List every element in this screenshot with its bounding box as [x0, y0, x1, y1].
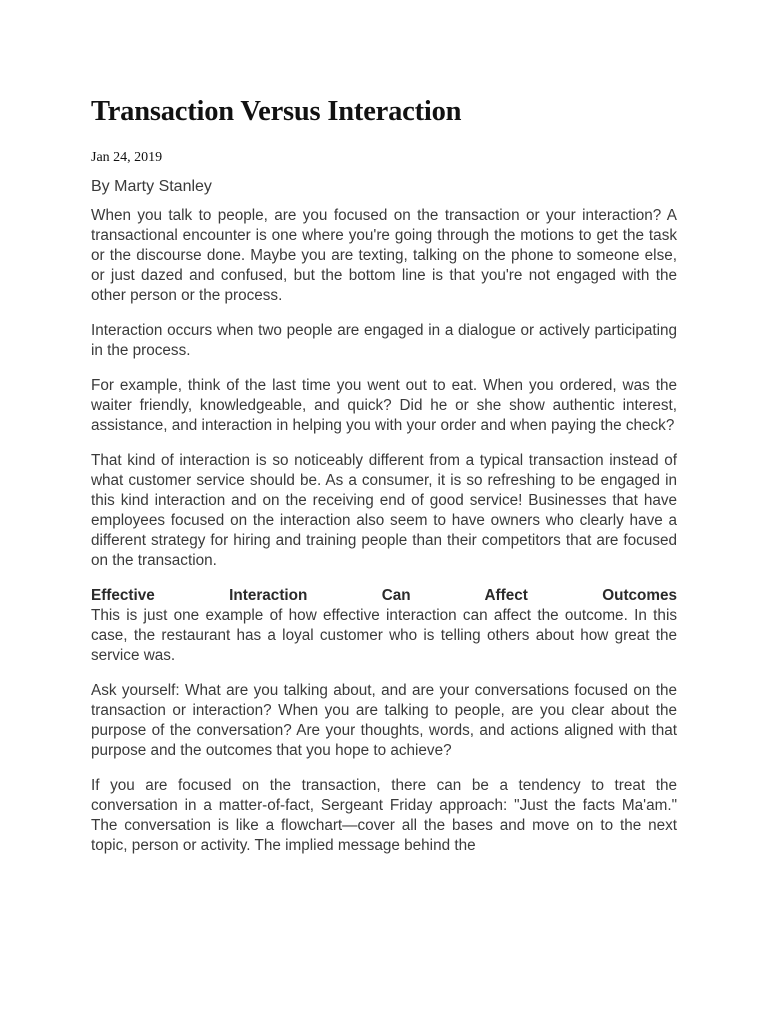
paragraph: That kind of interaction is so noticeably different from a typical transaction instead of what customer service should be. As a consumer, it is so refreshing to be engaged in this kind interaction and on the receiving end of good service! Businesses that have employees focused on the interaction also seem to have owners who clearly have a different strategy for hiring and training people than their competitors that are focused on the transaction.: [91, 452, 677, 569]
subhead-block: [91, 586, 677, 666]
author-byline: By Marty Stanley: [91, 178, 212, 195]
article-title: Transaction Versus Interaction: [91, 96, 462, 127]
section-subhead: Effective Interaction Can Affect Outcomes: [91, 587, 677, 604]
paragraph: If you are focused on the transaction, there can be a tendency to treat the conversation in a matter-of-fact, Sergeant Friday approach: "Just the facts Ma'am." The conversation is like a flowchart—cover all the bases and move on to the next topic, person or activity. The implied message behind the: [91, 777, 677, 854]
publish-date: Jan 24, 2019: [91, 150, 163, 165]
paragraph: Interaction occurs when two people are engaged in a dialogue or actively participating in the process.: [91, 322, 677, 359]
paragraph: When you talk to people, are you focused on the transaction or your interaction? A transactional encounter is one where you're going through the motions to get the task or the discourse done. Maybe you are texting, talking on the phone to someone else, or just dazed and confused, but the bottom line is that you're not engaged with the other person or the process.: [91, 207, 677, 304]
paragraph: Ask yourself: What are you talking about, and are your conversations focused on the transaction or interaction? When you are talking to people, are you clear about the purpose of the conversation? Are your thoughts, words, and actions aligned with that purpose and the outcomes that you hope to achieve?: [91, 682, 677, 759]
article: [91, 94, 677, 856]
paragraph: For example, think of the last time you went out to eat. When you ordered, was the waiter friendly, knowledgeable, and quick? Did he or she show authentic interest, assistance, and interaction in helping you with your order and when paying the check?: [91, 377, 677, 434]
subhead-paragraph-text: This is just one example of how effective interaction can affect the outcome. In this case, the restaurant has a loyal customer who is telling others about how great the service was.: [91, 607, 677, 664]
